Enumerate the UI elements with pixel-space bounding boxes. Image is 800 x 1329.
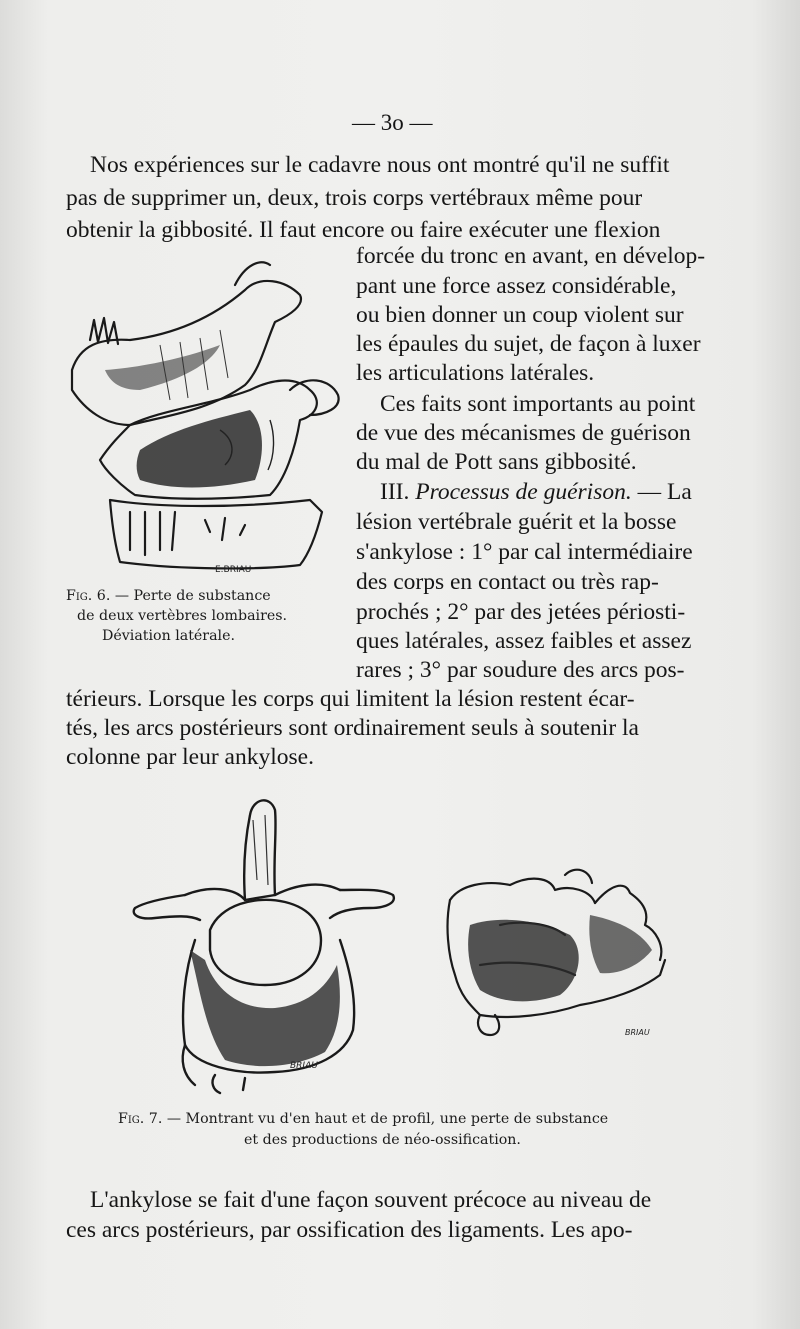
text-line: du mal de Pott sans gibbosité.	[356, 449, 637, 475]
text-line: lésion vertébrale guérit et la bosse	[356, 509, 677, 535]
fig6-caption-3: Déviation latérale.	[102, 628, 235, 644]
text-line: obtenir la gibbosité. Il faut encore ou faire exécuter une flexion	[66, 217, 661, 243]
text-line: des corps en contact ou très rap-	[356, 569, 659, 595]
text-line: s'ankylose : 1° par cal intermédiaire	[356, 539, 693, 565]
fig7-illustration-profile	[440, 865, 680, 1045]
text-line: les articulations latérales.	[356, 360, 595, 386]
text-line: rares ; 3° par soudure des arcs pos-	[356, 657, 685, 683]
fig6-label: Fig. 6.	[66, 588, 111, 604]
fig6-caption-2: de deux vertèbres lombaires.	[77, 608, 288, 624]
text-line: pant une force assez considérable,	[356, 273, 677, 299]
page-number: — 3o —	[352, 110, 433, 135]
fig6-illustration	[60, 250, 350, 585]
text-line: ou bien donner un coup violent sur	[356, 302, 684, 328]
text-line: pas de supprimer un, deux, trois corps vertébraux même pour	[66, 185, 643, 211]
text-line: Nos expériences sur le cadavre nous ont montré qu'il ne suffit	[90, 152, 670, 178]
text-line: prochés ; 2° par des jetées périosti-	[356, 599, 686, 625]
fig7-signature-left: BRIAU	[290, 1061, 318, 1071]
fig7-label: Fig. 7.	[118, 1111, 163, 1127]
fig7-caption-1: — Montrant vu d'en haut et de profil, une perte de substance	[166, 1111, 609, 1127]
fig6-caption-line	[66, 586, 271, 606]
text-line: térieurs. Lorsque les corps qui limitent la lésion restent écar-	[66, 686, 635, 712]
text-line: de vue des mécanismes de guérison	[356, 420, 691, 446]
fig6-caption-1: — Perte de substance	[114, 588, 271, 604]
section-dash: — La	[637, 479, 692, 505]
text-line: ces arcs postérieurs, par ossification des ligaments. Les apo-	[66, 1217, 633, 1243]
text-line: Ces faits sont importants au point	[380, 391, 696, 417]
text-line: colonne par leur ankylose.	[66, 744, 314, 770]
fig7-illustration-top-view	[125, 790, 405, 1095]
text-line: L'ankylose se fait d'une façon souvent précoce au niveau de	[90, 1187, 652, 1213]
fig6-signature: E.BRIAU	[215, 565, 252, 575]
fig7-caption-2: et des productions de néo-ossification.	[244, 1132, 521, 1148]
text-line: forcée du tronc en avant, en dévelop-	[356, 243, 706, 269]
section-number: III.	[380, 479, 410, 505]
text-line: tés, les arcs postérieurs sont ordinairement seuls à soutenir la	[66, 715, 639, 741]
fig7-caption-line	[118, 1109, 608, 1129]
text-line: ques latérales, assez faibles et assez	[356, 628, 692, 654]
text-line: les épaules du sujet, de façon à luxer	[356, 331, 701, 357]
fig7-signature-right: BRIAU	[625, 1028, 650, 1037]
section-title: Processus de guérison.	[415, 479, 632, 505]
section-heading-line	[380, 477, 692, 507]
